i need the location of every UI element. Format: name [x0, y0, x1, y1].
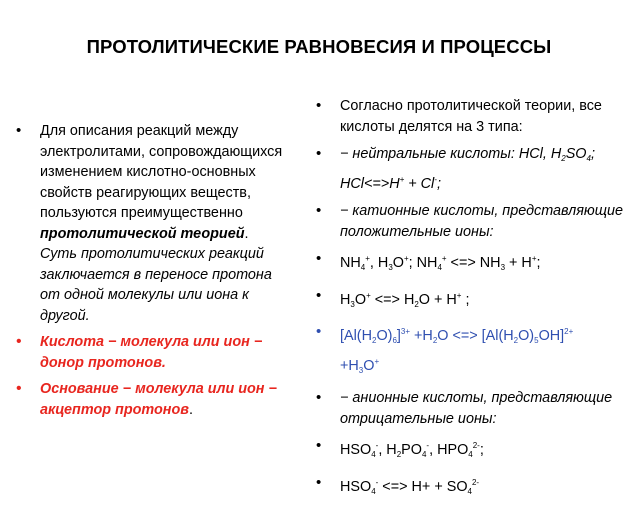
formula-part: + H: [505, 255, 532, 271]
anionic-text: − анионные кислоты, представляющие отрицательные ионы:: [340, 390, 613, 427]
neutral-sub2: 4: [586, 154, 591, 163]
bullet-theory: [16, 121, 288, 326]
formula-sub: 3: [358, 365, 364, 375]
bullet-ammonium: [316, 249, 634, 279]
bullet-marker: •: [316, 250, 322, 267]
formula-sub: 4: [371, 450, 376, 459]
formula-sub: 4: [371, 486, 376, 496]
formula-sub: 4: [437, 263, 442, 272]
formula-part: <=> H+ + SO: [378, 478, 468, 495]
formula-sup: -: [375, 477, 379, 487]
formula-part: [Al(H: [340, 328, 372, 344]
formula-part: , H: [378, 442, 397, 458]
formula-part: ]: [396, 328, 401, 344]
bullet-acid-definition: [16, 332, 288, 373]
formula-sub: 6: [392, 336, 397, 345]
formula-sub: 4: [468, 450, 473, 459]
bullet-marker: •: [316, 473, 322, 491]
bullet-marker: •: [316, 389, 322, 406]
formula-part: <=> NH: [446, 255, 501, 271]
bullet-marker: •: [316, 97, 322, 114]
bullet-base-definition: [16, 379, 288, 420]
bullet-anion-list: [316, 436, 634, 466]
formula-part: O: [363, 357, 375, 374]
bullet-anionic-acids: [316, 388, 634, 429]
formula-sup: 2+: [564, 327, 574, 336]
formula-sub: 4: [467, 486, 472, 496]
formula-sub: 2: [432, 336, 438, 345]
formula-sub: 2: [396, 450, 402, 459]
neutral-so: SO: [565, 146, 587, 162]
acid-definition: Кислота − молекула или ион − донор протонов.: [40, 334, 263, 371]
formula-part: ;: [461, 291, 470, 308]
neutral-prefix: − нейтральные кислоты: HCl, H: [340, 146, 562, 162]
formula-sub: 2: [414, 299, 419, 309]
formula-sup: +: [365, 254, 370, 263]
bullet-hydronium: [316, 286, 634, 316]
formula-part: HSO: [340, 478, 372, 495]
bullet-marker: •: [316, 286, 322, 304]
theory-term: протолитической теорией: [40, 225, 245, 242]
formula-sup: -: [375, 441, 379, 450]
formula-sup: +: [403, 254, 409, 263]
formula-sup: 2-: [471, 477, 480, 487]
formula-part: NH: [340, 255, 361, 271]
formula-part: HSO: [340, 442, 372, 458]
formula-part: H: [340, 291, 351, 308]
formula-part: , HPO: [429, 442, 469, 458]
formula-sup: 2-: [472, 441, 480, 450]
acid-types-intro: Согласно протолитической теории, все кислоты делятся на 3 типа:: [340, 98, 602, 135]
formula-sub: 3: [388, 263, 393, 272]
neutral-sub1: 2: [561, 154, 566, 163]
formula-sub: 3: [350, 299, 355, 309]
theory-period: .: [244, 225, 249, 242]
formula-part: O): [518, 328, 535, 344]
cationic-text: − катионные кислоты, представляющие положительные ионы:: [340, 203, 623, 240]
formula-sub: 2: [371, 336, 377, 345]
bullet-marker: •: [316, 202, 322, 219]
right-column: [316, 96, 634, 509]
bullet-marker: •: [316, 145, 322, 162]
base-period: .: [188, 401, 193, 418]
formula-sup: +: [531, 254, 537, 263]
formula-part: PO: [401, 442, 422, 458]
formula-sub: 4: [360, 263, 366, 272]
neutral-end: ;: [436, 175, 441, 192]
formula-sup: 3+: [400, 327, 411, 336]
formula-sup: -: [426, 441, 430, 450]
formula-sub: 3: [500, 263, 506, 272]
formula-part: O: [392, 255, 404, 271]
bullet-aluminium-complex: [316, 322, 634, 381]
theory-essence: Суть протолитических реакций заключается в переносе протона от одной молекулы или иона к другой.: [40, 246, 272, 324]
bullet-acid-types: [316, 96, 634, 137]
formula-sup: +: [366, 290, 371, 300]
neutral-sup1: +: [399, 174, 405, 184]
formula-sup: +: [456, 290, 462, 300]
slide-title: ПРОТОЛИТИЧЕСКИЕ РАВНОВЕСИЯ И ПРОЦЕССЫ: [86, 36, 552, 57]
formula-part: O: [354, 291, 367, 308]
formula-part: O <=> [Al(H: [437, 328, 514, 344]
formula-sub: 5: [534, 336, 539, 345]
base-definition: Основание − молекула или ион − акцептор протонов: [40, 381, 277, 418]
formula-sup: +: [374, 356, 380, 366]
neutral-mid2: + Cl: [404, 175, 435, 192]
bullet-neutral-acids: [316, 144, 634, 194]
neutral-mid: ; HCl<=>H: [340, 146, 595, 192]
formula-part: ;: [536, 255, 541, 271]
formula-part: OH]: [538, 328, 565, 344]
formula-sub: 4: [421, 450, 427, 459]
bullet-marker: •: [316, 323, 322, 340]
bullet-marker: •: [316, 437, 322, 454]
formula-part: O + H: [418, 291, 457, 308]
bullet-cationic-acids: [316, 201, 634, 242]
bullet-marker: •: [16, 380, 22, 397]
bullet-marker: •: [16, 333, 22, 350]
theory-text: Для описания реакций между электролитами, сопровождающихся изменением кислотно-основных свойств реагирующих веществ, пользуются преимущественно: [40, 123, 283, 221]
neutral-sup2: -: [434, 174, 437, 184]
bullet-marker: •: [16, 122, 22, 139]
formula-part: ; NH: [408, 255, 438, 271]
formula-part: O): [376, 328, 393, 344]
formula-sub: 2: [513, 336, 519, 345]
formula-part: , H: [369, 255, 389, 271]
left-column: [16, 121, 288, 426]
bullet-bisulfate-dissociation: [316, 473, 634, 503]
formula-part: +H: [340, 357, 359, 374]
formula-sup: +: [441, 254, 447, 263]
formula-part: +H: [410, 328, 433, 344]
formula-part: <=> H: [370, 291, 415, 308]
formula-part: ;: [479, 442, 484, 458]
